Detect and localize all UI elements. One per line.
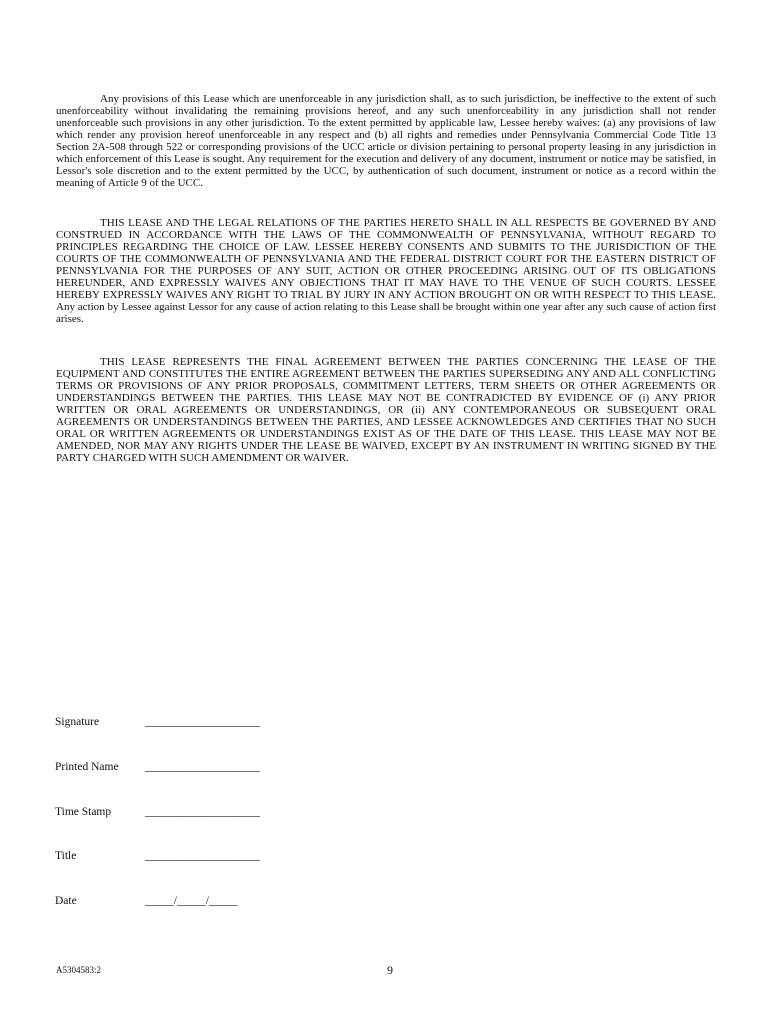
printed-name-line[interactable]: ____________________ <box>145 761 260 773</box>
date-field[interactable] <box>55 895 355 911</box>
title-field[interactable] <box>55 850 355 866</box>
title-line[interactable]: ____________________ <box>145 850 260 862</box>
signature-label: Signature <box>55 716 100 728</box>
time-stamp-line[interactable]: ____________________ <box>145 806 260 818</box>
entire-agreement-paragraph: THIS LEASE REPRESENTS THE FINAL AGREEMENT BETWEEN THE PARTIES CONCERNING THE LEASE OF THE EQUIPMENT AND CONSTITUTES THE ENTIRE AGREEMENT BETWEEN THE PARTIES SUPERSEDING ANY AND ALL CONFLICTING TERMS OR PROVISIONS OF ANY PRIOR PROPOSALS, COMMITMENT LETTERS, TERM SHEETS OR OTHER AGREEMENTS OR UNDERSTANDINGS BETWEEN THE PARTIES. THIS LEASE MAY NOT BE CONTRADICTED BY EVIDENCE OF (i) ANY PRIOR WRITTEN OR ORAL AGREEMENTS OR UNDERSTANDINGS, OR (ii) ANY CONTEMPORANEOUS OR SUBSEQUENT ORAL AGREEMENTS OR UNDERSTANDINGS BETWEEN THE PARTIES, AND LESSEE ACKNOWLEDGES AND CERTIFIES THAT NO SUCH ORAL OR WRITTEN AGREEMENTS OR UNDERSTANDINGS EXIST AS OF THE DATE OF THIS LEASE. THIS LEASE MAY NOT BE AMENDED, NOR MAY ANY RIGHTS UNDER THE LEASE BE WAIVED, EXCEPT BY AN INSTRUMENT IN WRITING SIGNED BY THE PARTY CHARGED WITH SUCH AMENDMENT OR WAIVER. <box>56 356 716 464</box>
printed-name-field[interactable] <box>55 761 355 777</box>
page-number: 9 <box>387 963 393 977</box>
printed-name-label: Printed Name <box>55 761 119 773</box>
severability-paragraph: Any provisions of this Lease which are unenforceable in any jurisdiction shall, as to such jurisdiction, be ineffective to the extent of such unenforceability without invalidating the remaining provisions hereof, and any such unenforceability in any jurisdiction shall not render unenforceable such provisions in any other jurisdiction. To the extent permitted by applicable law, Lessee hereby waives: (a) any provisions of law which render any provision hereof unenforceable in any respect and (b) all rights and remedies under Pennsylvania Commercial Code Title 13 Section 2A-508 through 522 or corresponding provisions of the UCC article or division pertaining to personal property leasing in any jurisdiction in which enforcement of this Lease is sought. Any requirement for the execution and delivery of any document, instrument or notice may be satisfied, in Lessor's sole discretion and to the extent permitted by the UCC, by authentication of such document, instrument or notice as a record within the meaning of Article 9 of the UCC. <box>56 93 716 189</box>
signature-field[interactable] <box>55 716 355 732</box>
date-label: Date <box>55 895 77 907</box>
time-stamp-field[interactable] <box>55 806 355 822</box>
document-id: A5304583:2 <box>56 965 101 975</box>
signature-line[interactable]: ____________________ <box>145 716 260 728</box>
date-line[interactable]: _____/_____/_____ <box>145 895 238 907</box>
title-label: Title <box>55 850 77 862</box>
time-stamp-label: Time Stamp <box>55 806 112 818</box>
governing-law-paragraph: THIS LEASE AND THE LEGAL RELATIONS OF THE PARTIES HERETO SHALL IN ALL RESPECTS BE GOVERNED BY AND CONSTRUED IN ACCORDANCE WITH THE LAWS OF THE COMMONWEALTH OF PENNSYLVANIA, WITHOUT REGARD TO PRINCIPLES REGARDING THE CHOICE OF LAW. LESSEE HEREBY CONSENTS AND SUBMITS TO THE JURISDICTION OF THE COURTS OF THE COMMONWEALTH OF PENNSYLVANIA AND THE FEDERAL DISTRICT COURT FOR THE EASTERN DISTRICT OF PENNSYLVANIA FOR THE PURPOSES OF ANY SUIT, ACTION OR OTHER PROCEEDING ARISING OUT OF ITS OBLIGATIONS HEREUNDER, AND EXPRESSLY WAIVES ANY OBJECTIONS THAT IT MAY HAVE TO THE VENUE OF SUCH COURTS. LESSEE HEREBY EXPRESSLY WAIVES ANY RIGHT TO TRIAL BY JURY IN ANY ACTION BROUGHT ON OR WITH RESPECT TO THIS LEASE. Any action by Lessee against Lessor for any cause of action relating to this Lease shall be brought within one year after any such cause of action first arises. <box>56 217 716 325</box>
